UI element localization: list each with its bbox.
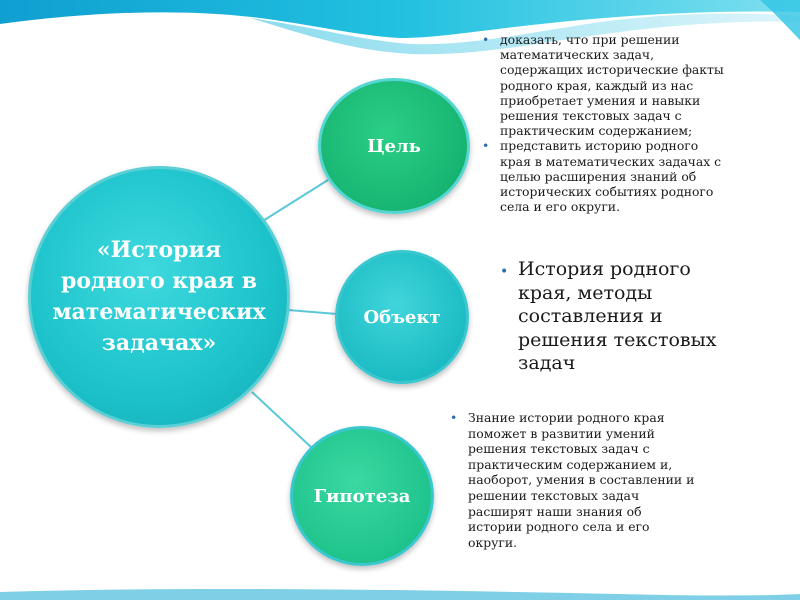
main-topic-title: «История родного края в математических задачах»	[52, 237, 266, 356]
bullet-icon: •	[482, 138, 490, 154]
main-topic-circle	[28, 166, 290, 428]
object-item: • История родного края, методы составления и решения текстовых задач	[500, 258, 717, 374]
goal-description	[480, 32, 730, 214]
goal-item: • представить историю родного края в математических задачах с целью расширения знаний об исторических событиях родного села и его округи.	[482, 138, 722, 215]
connector-goal	[258, 180, 328, 224]
hypothesis-description	[448, 410, 698, 550]
bullet-icon: •	[450, 410, 458, 425]
hypothesis-circle	[290, 426, 434, 566]
goal-item: • доказать, что при решении математических задач, содержащих исторические факты родного края, каждый из нас приобретает умения и навыки решения текстовых задач с практическим содержанием;	[482, 32, 724, 139]
hypothesis-item: • Знание истории родного края поможет в развитии умений решения текстовых задач с практическим содержанием и, наоборот, умения в составлении и решении текстовых задач расширят наши знания об истории родного села и его округи.	[450, 410, 695, 550]
bullet-icon: •	[482, 32, 490, 47]
goal-circle	[318, 78, 470, 214]
bullet-icon: •	[500, 264, 509, 280]
hypothesis-label: Гипотеза	[313, 485, 411, 507]
connector-object	[288, 310, 337, 314]
object-description	[498, 258, 738, 376]
object-label: Объект	[363, 306, 441, 328]
connector-hypothesis	[252, 392, 312, 448]
object-circle	[335, 250, 469, 384]
goal-label: Цель	[367, 135, 421, 157]
